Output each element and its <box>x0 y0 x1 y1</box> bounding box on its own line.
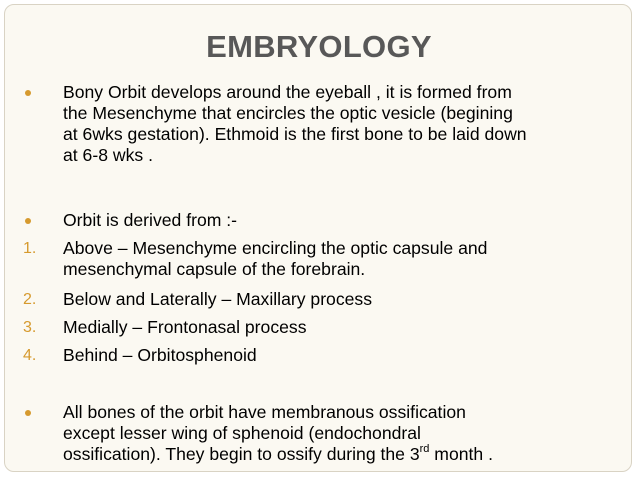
list-line: Above – Mesenchyme encircling the optic capsule and <box>63 238 488 258</box>
bullet-line: except lesser wing of sphenoid (endochondral <box>63 423 421 443</box>
bullet-line: Orbit is derived from :- <box>63 210 238 230</box>
ordinal-suffix: rd <box>419 443 430 456</box>
list-number: 3. <box>23 319 37 336</box>
bullet-ossification <box>63 402 619 465</box>
month-text: month . <box>429 444 493 464</box>
bullet-line: at 6-8 wks . <box>63 145 153 165</box>
bullet-line: the Mesenchyme that encircles the optic vesicle (begining <box>63 103 513 123</box>
bullet-bony-orbit <box>63 82 619 166</box>
bullet-dot-icon <box>25 90 31 96</box>
numbered-item-1 <box>23 238 619 280</box>
numbered-item-2 <box>23 289 619 310</box>
slide-body <box>5 5 633 473</box>
bullet-line: Bony Orbit develops around the eyeball , it is formed from <box>63 82 512 102</box>
bullet-dot-icon <box>25 410 31 416</box>
numbered-item-3 <box>23 317 619 338</box>
bullet-line: All bones of the orbit have membranous ossification <box>63 402 466 422</box>
bullet-dot-icon <box>25 218 31 224</box>
list-line: Medially – Frontonasal process <box>63 317 307 337</box>
bullet-line: at 6wks gestation). Ethmoid is the first bone to be laid down <box>63 124 527 144</box>
list-number: 2. <box>23 291 37 308</box>
list-line: Behind – Orbitosphenoid <box>63 345 257 365</box>
list-number: 1. <box>23 240 37 257</box>
bullet-line <box>63 444 619 465</box>
list-number: 4. <box>23 347 37 364</box>
bullet-orbit-derived <box>63 210 619 231</box>
slide <box>4 4 632 472</box>
numbered-item-4 <box>23 345 619 366</box>
list-line: Below and Laterally – Maxillary process <box>63 289 373 309</box>
list-line: mesenchymal capsule of the forebrain. <box>63 259 366 279</box>
slide-title: EMBRYOLOGY <box>206 29 432 64</box>
ossify-text: ossification). They begin to ossify during the 3 <box>63 444 420 464</box>
